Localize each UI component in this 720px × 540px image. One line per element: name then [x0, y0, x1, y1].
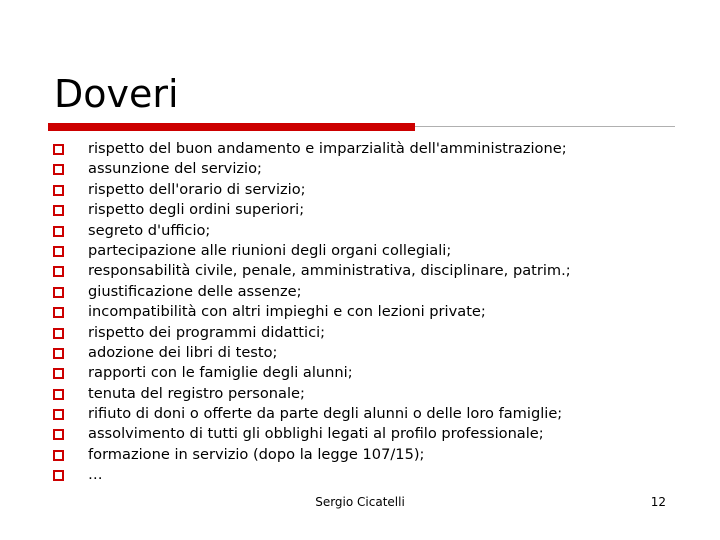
list-item — [50, 445, 571, 465]
list-item-text: rapporti con le famiglie degli alunni; — [88, 364, 353, 382]
square-bullet-icon — [53, 409, 64, 420]
title-underline-thin — [415, 126, 675, 127]
square-bullet-icon — [53, 185, 64, 196]
list-item — [50, 424, 571, 444]
list-item — [50, 404, 571, 424]
list-item-text: formazione in servizio (dopo la legge 107/15); — [88, 445, 425, 463]
square-bullet-icon — [53, 226, 64, 237]
square-bullet-icon — [53, 368, 64, 379]
list-item — [50, 221, 571, 241]
square-bullet-icon — [53, 307, 64, 318]
square-bullet-icon — [53, 389, 64, 400]
footer-author: Sergio Cicatelli — [315, 495, 405, 509]
footer-page-number: 12 — [650, 495, 666, 509]
list-item — [50, 363, 571, 383]
list-item-text: rispetto dell'orario di servizio; — [88, 180, 306, 198]
square-bullet-icon — [53, 328, 64, 339]
list-item — [50, 343, 571, 363]
list-item-text: tenuta del registro personale; — [88, 384, 305, 402]
list-item — [50, 261, 571, 281]
list-item — [50, 241, 571, 261]
square-bullet-icon — [53, 348, 64, 359]
square-bullet-icon — [53, 287, 64, 298]
list-item-text: adozione dei libri di testo; — [88, 343, 278, 361]
title-underline — [48, 123, 675, 131]
list-item-text: partecipazione alle riunioni degli organi collegiali; — [88, 241, 452, 259]
list-item — [50, 282, 571, 302]
list-item-text: assolvimento di tutti gli obblighi legati al profilo professionale; — [88, 425, 544, 443]
list-item-text: assunzione del servizio; — [88, 160, 262, 178]
list-item — [50, 302, 571, 322]
list-item-text: rifiuto di doni o offerte da parte degli alunni o delle loro famiglie; — [88, 405, 563, 423]
square-bullet-icon — [53, 450, 64, 461]
list-item-text: rispetto degli ordini superiori; — [88, 201, 305, 219]
list-item — [50, 139, 571, 159]
list-item — [50, 384, 571, 404]
list-item — [50, 465, 571, 485]
list-item — [50, 159, 571, 179]
square-bullet-icon — [53, 144, 64, 155]
list-item-text: … — [88, 466, 103, 484]
square-bullet-icon — [53, 164, 64, 175]
list-item-text: rispetto dei programmi didattici; — [88, 323, 326, 341]
list-item-text: segreto d'ufficio; — [88, 221, 211, 239]
square-bullet-icon — [53, 205, 64, 216]
square-bullet-icon — [53, 266, 64, 277]
square-bullet-icon — [53, 429, 64, 440]
list-item — [50, 180, 571, 200]
slide-title: Doveri — [54, 72, 179, 116]
list-item — [50, 200, 571, 220]
list-item-text: responsabilità civile, penale, amministrativa, disciplinare, patrim.; — [88, 262, 571, 280]
title-underline-accent — [48, 123, 415, 131]
square-bullet-icon — [53, 246, 64, 257]
list-item — [50, 323, 571, 343]
list-item-text: rispetto del buon andamento e imparzialità dell'amministrazione; — [88, 140, 567, 157]
square-bullet-icon — [53, 470, 64, 481]
list-item-text: incompatibilità con altri impieghi e con lezioni private; — [88, 303, 486, 321]
duties-list — [50, 139, 571, 486]
list-item-text: giustificazione delle assenze; — [88, 282, 302, 300]
